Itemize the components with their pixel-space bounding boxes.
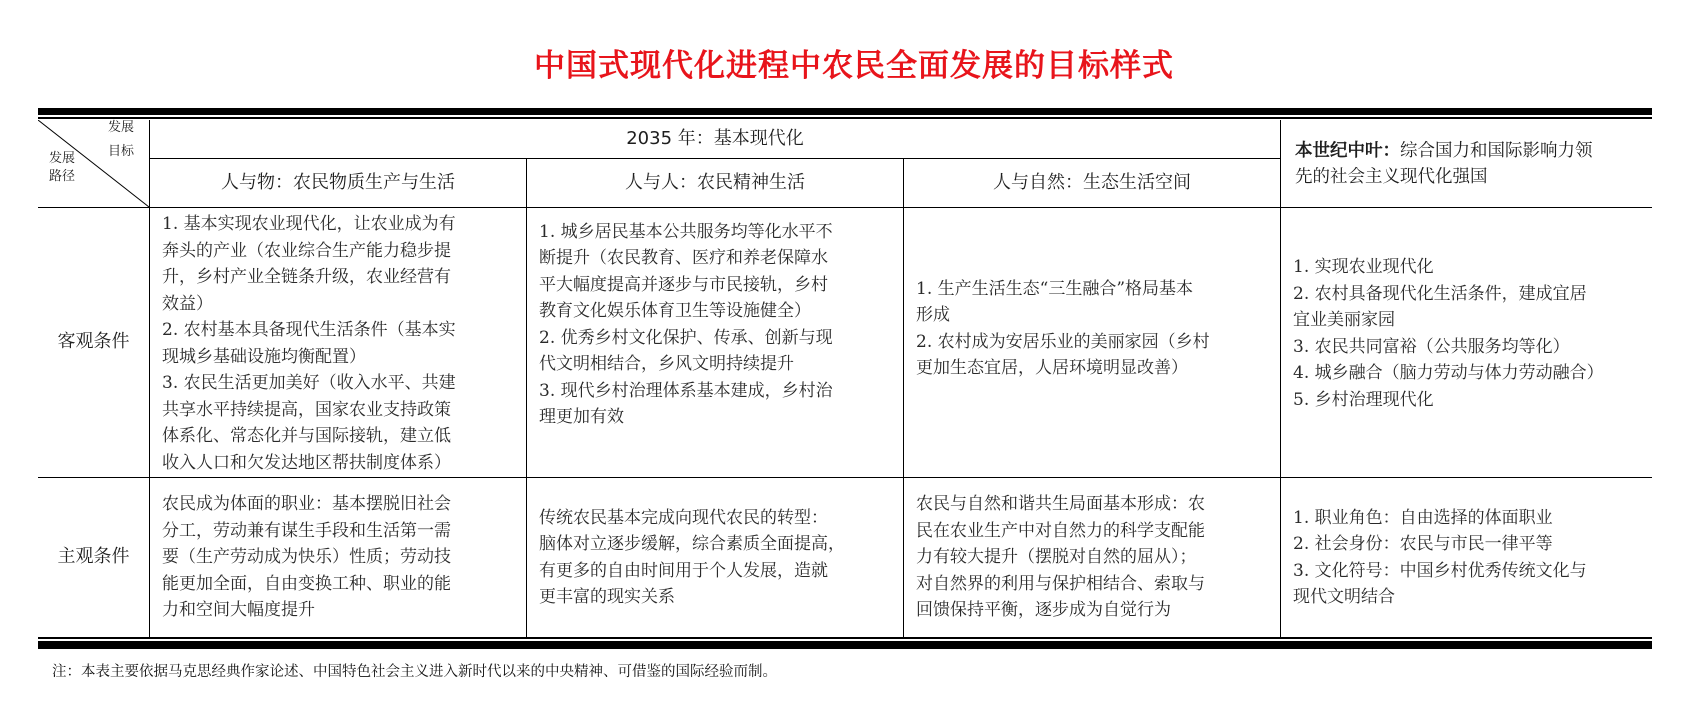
header-2035-text: 2035 年：基本现代化 bbox=[626, 127, 804, 149]
cell-text-line: 收入人口和欠发达地区帮扶制度体系） bbox=[162, 452, 451, 473]
header-col-2-text: 人与人：农民精神生活 bbox=[625, 171, 805, 193]
corner-goal-line-1: 发展 bbox=[107, 120, 134, 135]
corner-path-line-1: 发展 bbox=[48, 151, 75, 166]
cell-text-line: 2. 农村具备现代化生活条件，建成宜居 bbox=[1293, 283, 1587, 304]
cell-text-line: 效益） bbox=[162, 293, 213, 314]
row-label-objective-text: 客观条件 bbox=[57, 331, 130, 353]
cell-text-line: 3. 农民共同富裕（公共服务均等化） bbox=[1293, 336, 1570, 357]
cell-objective-people-nature bbox=[904, 208, 1280, 477]
corner-path-label bbox=[42, 150, 82, 186]
cell-text bbox=[1293, 254, 1640, 413]
cell-text-line: 要（生产劳动成为快乐）性质；劳动技 bbox=[162, 547, 451, 568]
bottom-thick-rule bbox=[38, 641, 1652, 649]
cell-text-line: 宜业美丽家园 bbox=[1293, 310, 1395, 330]
cell-text-line: 升，乡村产业全链条升级，农业经营有 bbox=[162, 267, 451, 287]
top-thick-rule bbox=[38, 108, 1652, 115]
cell-text-line: 2. 优秀乡村文化保护、传承、创新与现 bbox=[539, 327, 833, 348]
header-mid-century bbox=[1281, 120, 1652, 207]
cell-text-line: 平大幅度提高并逐步与市民接轨，乡村 bbox=[539, 274, 828, 295]
cell-text-line: 对自然界的利用与保护相结合、索取与 bbox=[916, 573, 1205, 594]
cell-text-line: 1. 生产生活生态“三生融合”格局基本 bbox=[916, 278, 1194, 299]
bottom-thin-rule bbox=[38, 637, 1652, 639]
cell-text-line: 体系化、常态化并与国际接轨，建立低 bbox=[162, 426, 451, 446]
cell-text bbox=[539, 505, 891, 611]
cell-text-line: 现代文明结合 bbox=[1293, 587, 1395, 607]
cell-subjective-people-nature bbox=[904, 478, 1280, 637]
corner-path-line-2: 路径 bbox=[48, 169, 75, 184]
header-mid-century-line-1 bbox=[1295, 138, 1638, 164]
cell-text-line: 奔头的产业（农业综合生产能力稳步提 bbox=[162, 240, 451, 261]
header-2035-basic-modernization bbox=[150, 120, 1280, 158]
row-label-subjective bbox=[38, 478, 149, 637]
cell-text bbox=[916, 276, 1268, 382]
header-col-1-text: 人与物：农民物质生产与生活 bbox=[221, 171, 455, 193]
cell-text-line: 教育文化娱乐体育卫生等设施健全） bbox=[539, 301, 811, 321]
cell-text-line: 4. 城乡融合（脑力劳动与体力劳动融合） bbox=[1293, 363, 1604, 383]
header-col-3-text: 人与自然：生态生活空间 bbox=[993, 171, 1191, 193]
cell-text-line: 力和空间大幅度提升 bbox=[162, 600, 315, 621]
cell-text-line: 5. 乡村治理现代化 bbox=[1293, 389, 1434, 410]
cell-text-line: 共享水平持续提高，国家农业支持政策 bbox=[162, 399, 451, 420]
header-mid-century-bold: 本世纪中叶： bbox=[1295, 141, 1400, 161]
document-title bbox=[0, 40, 1692, 85]
cell-text bbox=[162, 491, 514, 624]
header-col-people-things bbox=[150, 159, 526, 207]
cell-text bbox=[916, 491, 1268, 624]
cell-objective-people-people bbox=[527, 208, 903, 477]
cell-text bbox=[162, 211, 514, 476]
cell-subjective-people-things bbox=[150, 478, 526, 637]
cell-text-line: 3. 文化符号：中国乡村优秀传统文化与 bbox=[1293, 560, 1587, 581]
title-text: 中国式现代化进程中农民全面发展的目标样式 bbox=[534, 48, 1174, 84]
cell-text-line: 农民与自然和谐共生局面基本形成：农 bbox=[916, 494, 1205, 515]
cell-text bbox=[539, 219, 891, 431]
cell-text-line: 能更加全面，自由变换工种、职业的能 bbox=[162, 573, 451, 594]
header-mid-century-rest-1: 综合国力和国际影响力领 bbox=[1400, 141, 1593, 161]
cell-text-line: 分工，劳动兼有谋生手段和生活第一需 bbox=[162, 520, 451, 541]
cell-text-line: 民在农业生产中对自然力的科学支配能 bbox=[916, 520, 1205, 541]
cell-subjective-people-people bbox=[527, 478, 903, 637]
cell-text-line: 1. 职业角色：自由选择的体面职业 bbox=[1293, 507, 1553, 528]
cell-text-line: 更丰富的现实关系 bbox=[539, 587, 675, 607]
corner-goal-label bbox=[96, 116, 146, 164]
cell-text-line: 力有较大提升（摆脱对自然的屈从）； bbox=[916, 547, 1197, 568]
cell-text bbox=[1293, 505, 1640, 611]
cell-text-line: 传统农民基本完成向现代农民的转型： bbox=[539, 507, 828, 528]
cell-text-line: 更加生态宜居，人居环境明显改善） bbox=[916, 358, 1188, 378]
cell-objective-mid-century bbox=[1281, 208, 1652, 477]
cell-text-line: 1. 城乡居民基本公共服务均等化水平不 bbox=[539, 221, 833, 242]
cell-text-line: 回馈保持平衡，逐步成为自觉行为 bbox=[916, 600, 1171, 621]
cell-text-line: 脑体对立逐步缓解，综合素质全面提高， bbox=[539, 534, 845, 554]
table-note: 注：本表主要依据马克思经典作家论述、中国特色社会主义进入新时代以来的中央精神、可借鉴的国际经验而制。 bbox=[52, 664, 777, 680]
cell-text-line: 3. 农民生活更加美好（收入水平、共建 bbox=[162, 373, 456, 393]
cell-text-line: 有更多的自由时间用于个人发展，造就 bbox=[539, 560, 828, 581]
corner-goal-line-2: 目标 bbox=[107, 144, 134, 159]
header-col-people-nature bbox=[904, 159, 1280, 207]
cell-text-line: 2. 农村基本具备现代生活条件（基本实 bbox=[162, 320, 456, 340]
row-label-subjective-text: 主观条件 bbox=[57, 546, 130, 568]
header-mid-century-line-2: 先的社会主义现代化强国 bbox=[1295, 167, 1488, 187]
cell-text-line: 3. 现代乡村治理体系基本建成，乡村治 bbox=[539, 380, 833, 401]
cell-text-line: 农民成为体面的职业：基本摆脱旧社会 bbox=[162, 494, 451, 515]
cell-text-line: 断提升（农民教育、医疗和养老保障水 bbox=[539, 248, 828, 268]
cell-text-line: 理更加有效 bbox=[539, 407, 624, 427]
goals-table bbox=[38, 120, 1652, 637]
cell-text-line: 形成 bbox=[916, 305, 950, 325]
cell-text-line: 2. 社会身份：农民与市民一律平等 bbox=[1293, 534, 1553, 554]
cell-text-line: 1. 实现农业现代化 bbox=[1293, 257, 1434, 277]
cell-subjective-mid-century bbox=[1281, 478, 1652, 637]
top-thin-rule bbox=[38, 117, 1652, 119]
cell-text-line: 1. 基本实现农业现代化，让农业成为有 bbox=[162, 214, 456, 234]
row-label-objective bbox=[38, 208, 149, 477]
cell-text-line: 代文明相结合，乡风文明持续提升 bbox=[539, 354, 794, 374]
cell-text-line: 现城乡基础设施均衡配置） bbox=[162, 346, 366, 367]
cell-objective-people-things bbox=[150, 211, 526, 477]
cell-text-line: 2. 农村成为安居乐业的美丽家园（乡村 bbox=[916, 331, 1210, 352]
header-col-people-people bbox=[527, 159, 903, 207]
